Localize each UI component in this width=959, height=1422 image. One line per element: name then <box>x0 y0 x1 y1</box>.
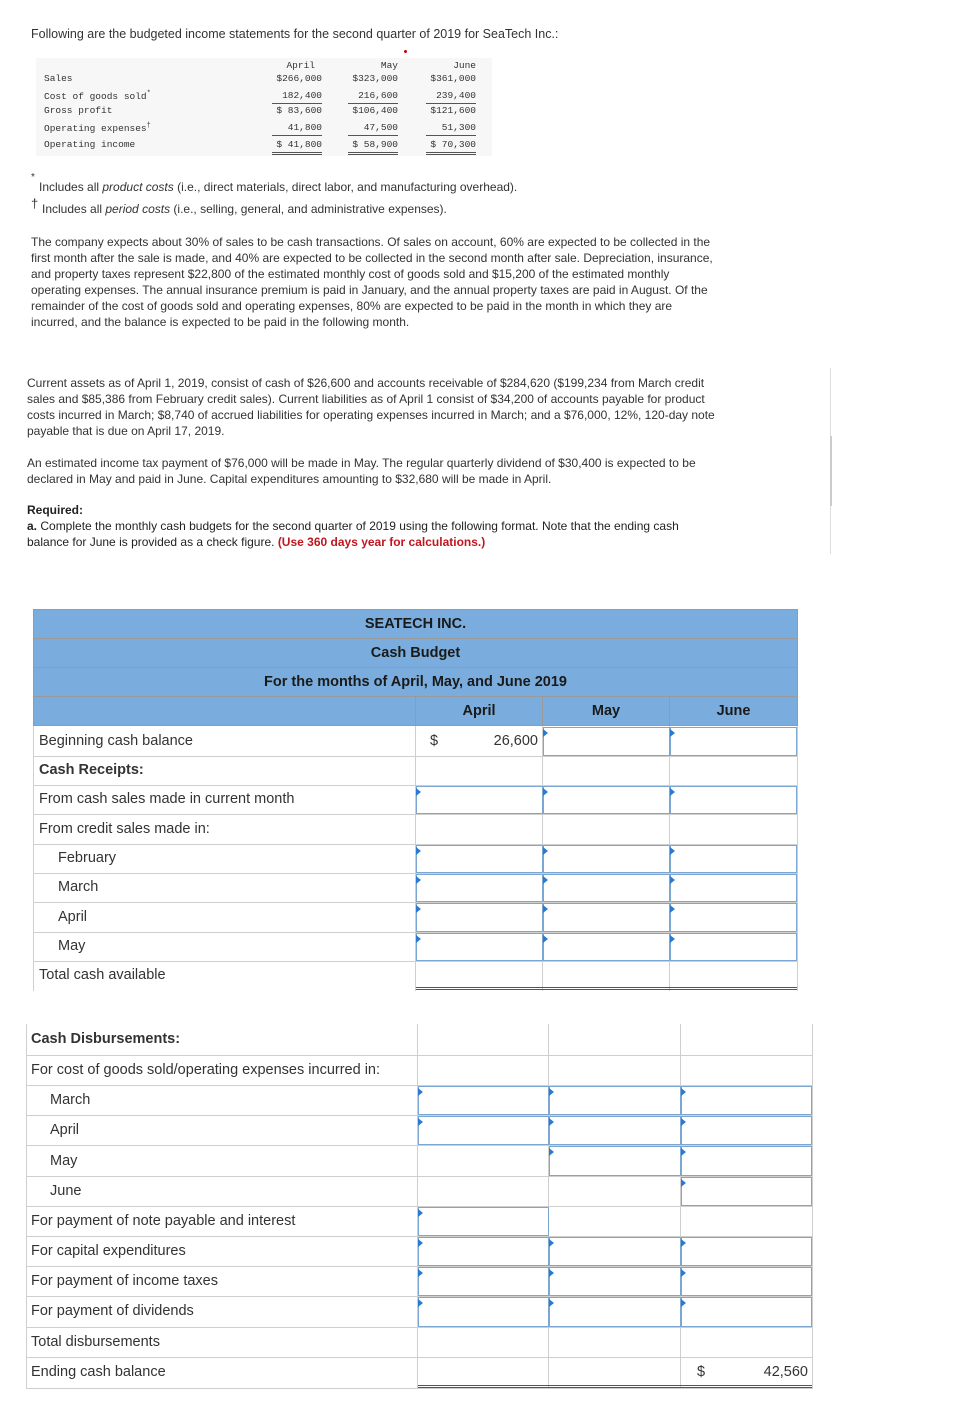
cogs-month-june: June <box>50 1183 82 1199</box>
dagger-symbol: † <box>31 196 39 211</box>
cogs-may: 216,600 <box>358 90 398 101</box>
div-may-input[interactable] <box>549 1297 681 1327</box>
cogs-june: 239,400 <box>436 90 476 101</box>
credit-mar-june-input[interactable] <box>670 874 797 902</box>
footnote-dagger-pre: Includes all <box>42 202 106 216</box>
col-april: April <box>286 60 315 71</box>
paragraph-taxes-dividends <box>27 455 696 487</box>
div-june-input[interactable] <box>681 1297 812 1327</box>
disb-may-may-input[interactable] <box>549 1146 681 1176</box>
oi-june: $ 70,300 <box>430 139 476 150</box>
credit-mar-april-input[interactable] <box>416 874 543 902</box>
para2-line: Current assets as of April 1, 2019, consist of cash of $26,600 and accounts receivable of $284,620 ($199,234 from March credit <box>27 376 705 390</box>
capex-june-input[interactable] <box>681 1237 812 1266</box>
credit-may-june-input[interactable] <box>670 933 797 961</box>
cash-receipts-label: Cash Receipts: <box>39 762 144 778</box>
budget-period: For the months of April, May, and June 2019 <box>33 667 798 697</box>
para1-line: operating expenses. The annual insurance premium is paid in January, and the annual property taxes are paid in August. Of the <box>31 283 708 297</box>
credit-apr-may-input[interactable] <box>543 903 670 932</box>
budget-title: Cash Budget <box>33 638 798 668</box>
footnote-star-post: (i.e., direct materials, direct labor, and manufacturing overhead). <box>173 180 518 194</box>
credit-apr-april-input[interactable] <box>416 903 543 932</box>
paragraph-current-assets <box>27 375 715 439</box>
disb-mar-april-input[interactable] <box>418 1086 549 1115</box>
intro-text: Following are the budgeted income statements for the second quarter of 2019 for SeaTech Inc.: <box>31 27 559 41</box>
capex-label: For capital expenditures <box>31 1243 186 1259</box>
paragraph-collections <box>31 234 713 330</box>
total-cash-available-label: Total cash available <box>39 967 166 983</box>
sales-label: Sales <box>44 73 73 84</box>
total-underline <box>416 987 797 990</box>
oi-may: $ 58,900 <box>352 139 398 150</box>
cash-sales-label: From cash sales made in current month <box>39 791 295 807</box>
beginning-cash-april: 26,600 <box>493 733 538 749</box>
cash-disbursements-label: Cash Disbursements: <box>31 1031 181 1047</box>
disb-apr-april-input[interactable] <box>418 1116 549 1145</box>
col-header-june: June <box>669 696 798 726</box>
budget-company: SEATECH INC. <box>33 609 798 639</box>
ending-cash-label: Ending cash balance <box>31 1364 166 1380</box>
para2-line: payable that is due on April 17, 2019. <box>27 424 225 438</box>
op-income-label: Operating income <box>44 139 136 150</box>
red-dot <box>404 50 407 53</box>
beginning-cash-june-input[interactable] <box>670 727 797 756</box>
dividends-label: For payment of dividends <box>31 1303 194 1319</box>
total-disbursements-label: Total disbursements <box>31 1334 160 1350</box>
ending-currency-sign: $ <box>697 1364 706 1380</box>
disb-apr-may-input[interactable] <box>549 1116 681 1145</box>
credit-mar-may-input[interactable] <box>543 874 670 902</box>
credit-may-may-input[interactable] <box>543 933 670 961</box>
para1-line: and property taxes represent $22,800 of the estimated monthly cost of goods sold and $15,200 of the estimated monthly <box>31 267 670 281</box>
para1-line: remainder of the cost of goods sold and operating expenses, 80% are expected to be paid in the month in which they are <box>31 299 673 313</box>
footnote-star-pre: Includes all <box>39 180 103 194</box>
footnote-star <box>39 180 517 194</box>
opex-label-row <box>44 122 151 134</box>
divider <box>830 436 832 506</box>
cogs-label-row <box>44 90 151 102</box>
credit-month-march: March <box>58 879 99 895</box>
tax-june-input[interactable] <box>681 1267 812 1296</box>
opex-mark: † <box>146 122 151 130</box>
credit-may-april-input[interactable] <box>416 933 543 961</box>
ending-underline <box>418 1385 812 1388</box>
required-a-text: Complete the monthly cash budgets for the second quarter of 2019 using the following format. Note that the ending cash <box>37 519 679 533</box>
cogs-mark: * <box>146 90 151 98</box>
footnote-dagger <box>42 202 447 216</box>
credit-month-february: February <box>58 850 117 866</box>
gp-june: $121,600 <box>430 105 476 116</box>
oi-april: $ 41,800 <box>276 139 322 150</box>
div-april-input[interactable] <box>418 1297 549 1327</box>
required-a-label: a. <box>27 519 38 533</box>
para2-line: costs incurred in March; $8,740 of accrued liabilities for operating expenses incurred in March; and a $76,000, 12%, 120-day note <box>27 408 715 422</box>
footnote-star-em: product costs <box>102 180 174 194</box>
cogs-month-march: March <box>50 1092 91 1108</box>
col-may: May <box>380 60 398 71</box>
cogs-month-may: May <box>50 1153 78 1169</box>
sales-april: $266,000 <box>276 73 322 84</box>
credit-apr-june-input[interactable] <box>670 903 797 932</box>
note-payable-label: For payment of note payable and interest <box>31 1213 296 1229</box>
cash-sales-april-input[interactable] <box>416 786 543 814</box>
beginning-cash-may-input[interactable] <box>543 727 670 756</box>
opex-may: 47,500 <box>363 122 398 133</box>
tax-may-input[interactable] <box>549 1267 681 1296</box>
income-tax-label: For payment of income taxes <box>31 1273 218 1289</box>
credit-feb-may-input[interactable] <box>543 845 670 873</box>
cogs-april: 182,400 <box>282 90 322 101</box>
cash-sales-may-input[interactable] <box>543 786 670 814</box>
label-column-header <box>33 696 416 726</box>
required-a-text: balance for June is provided as a check figure. <box>27 535 278 549</box>
credit-feb-june-input[interactable] <box>670 845 797 873</box>
capex-may-input[interactable] <box>549 1237 681 1266</box>
credit-feb-april-input[interactable] <box>416 845 543 873</box>
col-header-may: May <box>542 696 670 726</box>
para1-line: incurred, and the balance is expected to be paid in the following month. <box>31 315 410 329</box>
disb-apr-june-input[interactable] <box>681 1116 812 1145</box>
para3-line: declared in May and paid in June. Capital expenditures amounting to $32,680 will be made in April. <box>27 472 552 486</box>
para3-line: An estimated income tax payment of $76,000 will be made in May. The regular quarterly dividend of $30,400 is expected to be <box>27 456 696 470</box>
opex-april: 41,800 <box>287 122 322 133</box>
currency-sign: $ <box>430 733 439 749</box>
cogs-opex-label: For cost of goods sold/operating expenses incurred in: <box>31 1062 381 1078</box>
required-note: (Use 360 days year for calculations.) <box>277 535 486 549</box>
disb-mar-june-input[interactable] <box>681 1086 812 1115</box>
footnote-dagger-em: period costs <box>105 202 171 216</box>
para1-line: The company expects about 30% of sales to be cash transactions. Of sales on account, 60% are expected to be collected in the <box>31 235 711 249</box>
credit-month-may: May <box>58 938 86 954</box>
disb-mar-may-input[interactable] <box>549 1086 681 1115</box>
capex-april-input[interactable] <box>418 1237 549 1266</box>
sales-june: $361,000 <box>430 73 476 84</box>
cash-sales-june-input[interactable] <box>670 786 797 814</box>
note-april-input[interactable] <box>418 1207 549 1236</box>
para2-line: sales and $85,386 from February credit sales). Current liabilities as of April 1 consist of $34,200 of accounts payable for product <box>27 392 705 406</box>
gp-may: $106,400 <box>352 105 398 116</box>
credit-sales-label: From credit sales made in: <box>39 821 210 837</box>
opex-june: 51,300 <box>441 122 476 133</box>
required-section <box>27 502 679 550</box>
gross-profit-label: Gross profit <box>44 105 113 116</box>
opex-label: Operating expenses <box>44 123 147 135</box>
footnote-dagger-post: (i.e., selling, general, and administrative expenses). <box>170 202 447 216</box>
para1-line: first month after the sale is made, and 40% are expected to be collected in the second month after sale. Depreciation, insurance, <box>31 251 713 265</box>
sales-may: $323,000 <box>352 73 398 84</box>
tax-april-input[interactable] <box>418 1267 549 1296</box>
gp-april: $ 83,600 <box>276 105 322 116</box>
disb-may-june-input[interactable] <box>681 1146 812 1176</box>
cogs-month-april: April <box>50 1122 80 1138</box>
star-symbol: * <box>31 172 35 183</box>
beginning-cash-label: Beginning cash balance <box>39 733 193 749</box>
ending-cash-june: 42,560 <box>763 1364 808 1380</box>
disb-jun-june-input[interactable] <box>681 1177 812 1206</box>
required-heading: Required: <box>27 503 84 517</box>
credit-month-april: April <box>58 909 88 925</box>
cogs-label: Cost of goods sold <box>44 91 147 103</box>
col-june: June <box>453 60 476 71</box>
col-header-april: April <box>415 696 543 726</box>
